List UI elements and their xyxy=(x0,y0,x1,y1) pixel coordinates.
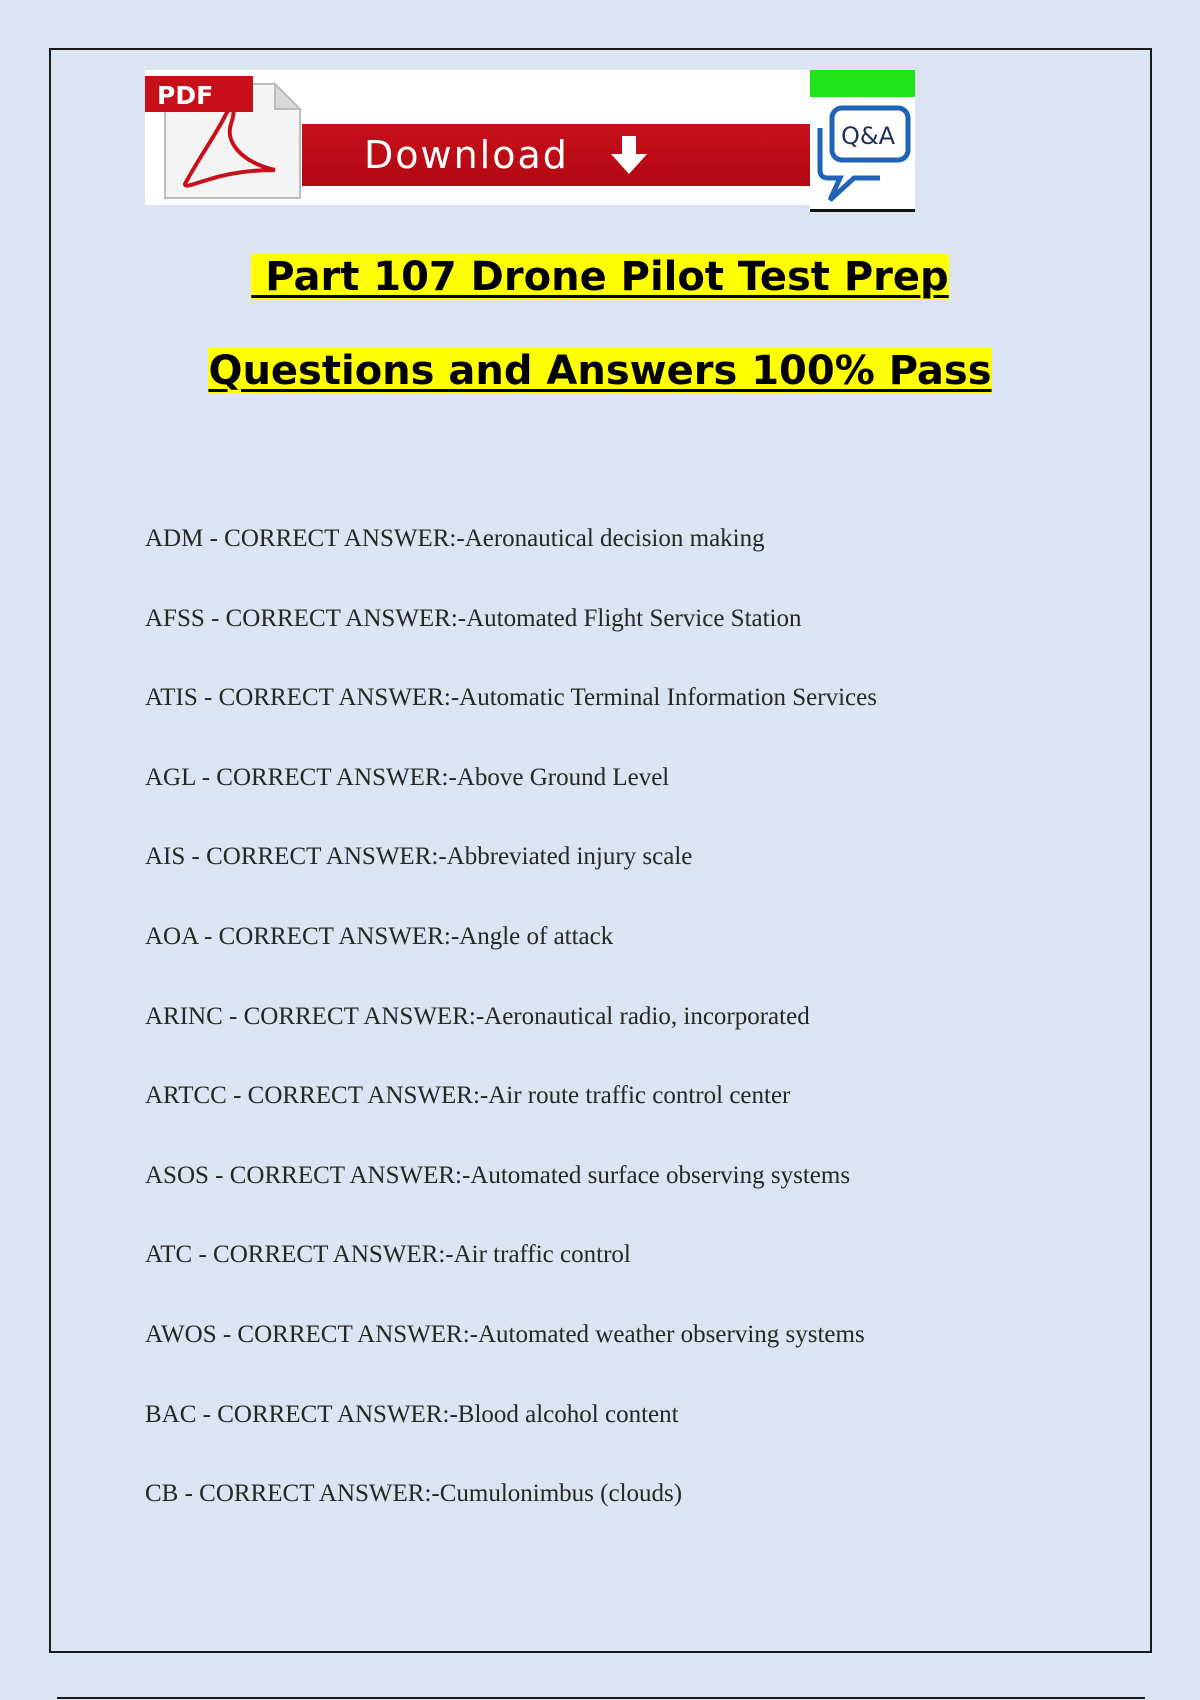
title-line-2: Questions and Answers 100% Pass xyxy=(208,348,992,394)
download-arrow-icon xyxy=(609,134,649,176)
bottom-rule xyxy=(57,1697,1145,1699)
green-bar xyxy=(810,70,915,97)
qa-item: ARTCC - CORRECT ANSWER:-Air route traffic control center xyxy=(145,1082,791,1110)
qa-item: ARINC - CORRECT ANSWER:-Aeronautical radio, incorporated xyxy=(145,1002,810,1030)
qa-badge xyxy=(810,70,915,212)
pdf-file-icon xyxy=(145,76,310,201)
qa-label: Q&A xyxy=(841,122,896,150)
title-line-1: Part 107 Drone Pilot Test Prep xyxy=(251,254,949,300)
qa-item: AFSS - CORRECT ANSWER:-Automated Flight Service Station xyxy=(145,604,802,632)
download-banner[interactable] xyxy=(145,70,810,205)
qa-item: AGL - CORRECT ANSWER:-Above Ground Level xyxy=(145,763,670,791)
qa-item: BAC - CORRECT ANSWER:-Blood alcohol content xyxy=(145,1400,679,1428)
qa-item: AIS - CORRECT ANSWER:-Abbreviated injury scale xyxy=(145,843,693,871)
qa-chat-icon xyxy=(810,100,915,205)
qa-item: ATIS - CORRECT ANSWER:-Automatic Terminal Information Services xyxy=(145,684,877,712)
black-line xyxy=(810,209,915,212)
qa-list xyxy=(145,521,877,1556)
qa-item: ADM - CORRECT ANSWER:-Aeronautical decision making xyxy=(145,525,765,552)
pdf-label: PDF xyxy=(157,81,214,110)
qa-item: AOA - CORRECT ANSWER:-Angle of attack xyxy=(145,922,614,950)
qa-item: CB - CORRECT ANSWER:-Cumulonimbus (clouds) xyxy=(145,1480,683,1508)
download-label: Download xyxy=(364,133,569,177)
qa-item: ASOS - CORRECT ANSWER:-Automated surface observing systems xyxy=(145,1161,851,1189)
qa-item: ATC - CORRECT ANSWER:-Air traffic control xyxy=(145,1241,631,1269)
download-button[interactable] xyxy=(302,124,810,186)
qa-item: AWOS - CORRECT ANSWER:-Automated weather observing systems xyxy=(145,1320,865,1348)
